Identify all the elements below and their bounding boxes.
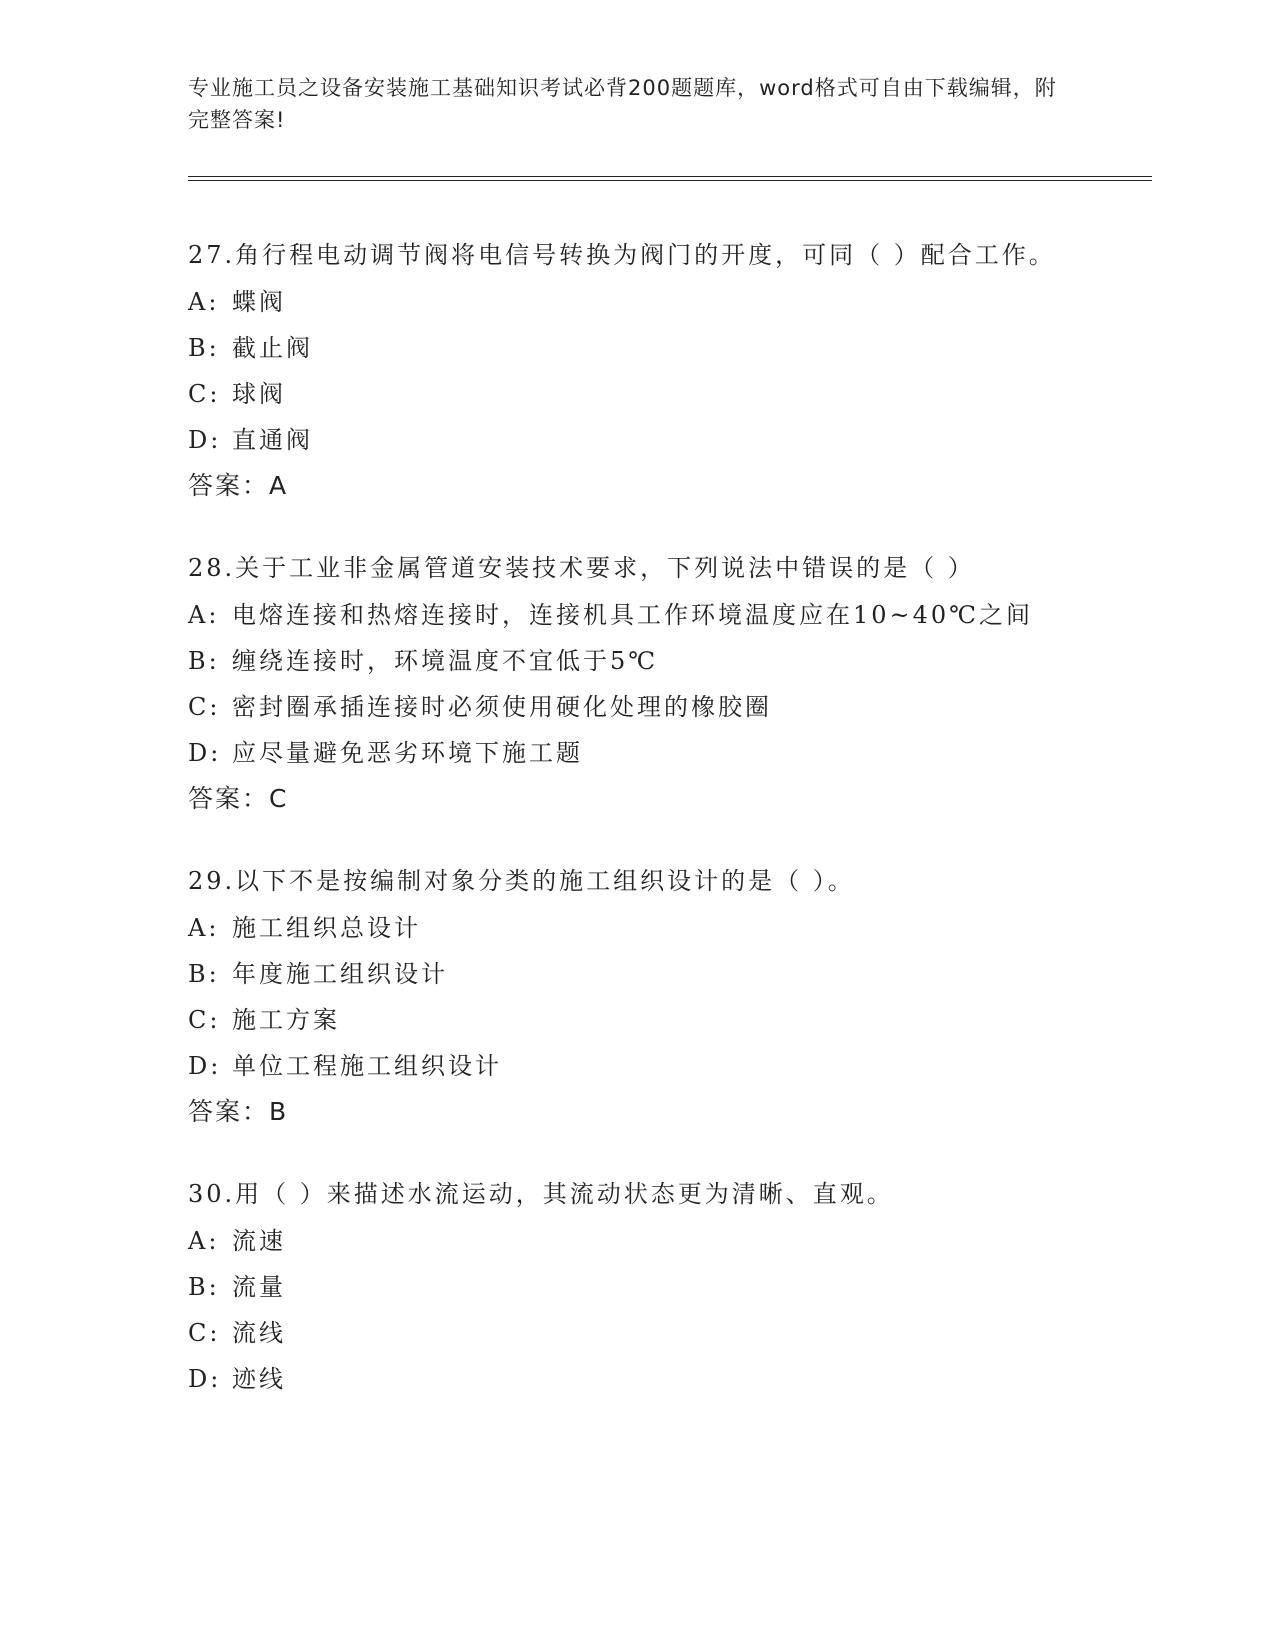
document-header: 专业施工员之设备安装施工基础知识考试必背200题题库，word格式可自由下载编辑，附完整答案! [188,76,1057,132]
question-text: 29.以下不是按编制对象分类的施工组织设计的是（ ）。 [188,867,855,895]
option-text: 迹线 [232,1365,286,1393]
question-28 [188,545,1088,822]
option-key: B: [188,1273,220,1301]
option-text: 单位工程施工组织设计 [232,1052,502,1080]
question-list [188,232,1088,1438]
option-text: 流速 [232,1227,286,1255]
question-27 [188,232,1088,509]
option-key: A: [188,1227,220,1255]
question-29 [188,858,1088,1135]
option-key: A: [188,601,220,629]
option-key: A: [188,914,220,942]
option-text: 流量 [232,1273,286,1301]
option-text: 施工组织总设计 [232,914,421,942]
option-text: 应尽量避免恶劣环境下施工题 [232,739,583,767]
option-key: D: [188,1052,222,1080]
option-a [188,279,1088,325]
question-text: 28.关于工业非金属管道安装技术要求，下列说法中错误的是（ ） [188,554,975,582]
option-key: B: [188,960,220,988]
option-b [188,951,1088,997]
option-text: 截止阀 [232,334,313,362]
option-b [188,1264,1088,1310]
question-30 [188,1171,1088,1402]
option-c [188,1310,1088,1356]
option-key: C: [188,693,221,721]
question-text: 30.用（ ）来描述水流运动，其流动状态更为清晰、直观。 [188,1180,894,1208]
option-text: 流线 [232,1319,286,1347]
option-c [188,684,1088,730]
header-divider [188,176,1152,181]
option-d [188,1043,1088,1089]
option-a [188,592,1088,638]
option-c [188,997,1088,1043]
question-text: 27.角行程电动调节阀将电信号转换为阀门的开度，可同（ ）配合工作。 [188,241,1056,269]
option-key: B: [188,334,220,362]
answer-line: 答案：B [188,1097,289,1126]
answer-line: 答案：A [188,471,289,500]
option-key: D: [188,426,222,454]
option-key: D: [188,1365,222,1393]
option-d [188,730,1088,776]
option-key: C: [188,1319,221,1347]
option-text: 施工方案 [232,1006,340,1034]
option-b [188,638,1088,684]
option-text: 缠绕连接时，环境温度不宜低于5℃ [232,647,659,675]
option-d [188,1356,1088,1402]
option-key: C: [188,1006,221,1034]
option-text: 年度施工组织设计 [232,960,448,988]
option-c [188,371,1088,417]
option-key: B: [188,647,220,675]
option-a [188,905,1088,951]
option-key: C: [188,380,221,408]
option-key: D: [188,739,222,767]
option-text: 蝶阀 [232,288,286,316]
option-text: 密封圈承插连接时必须使用硬化处理的橡胶圈 [232,693,772,721]
option-text: 电熔连接和热熔连接时，连接机具工作环境温度应在10~40℃之间 [232,601,1034,629]
option-d [188,417,1088,463]
answer-line: 答案：C [188,784,289,813]
option-a [188,1218,1088,1264]
option-key: A: [188,288,220,316]
option-b [188,325,1088,371]
option-text: 直通阀 [232,426,313,454]
option-text: 球阀 [232,380,286,408]
